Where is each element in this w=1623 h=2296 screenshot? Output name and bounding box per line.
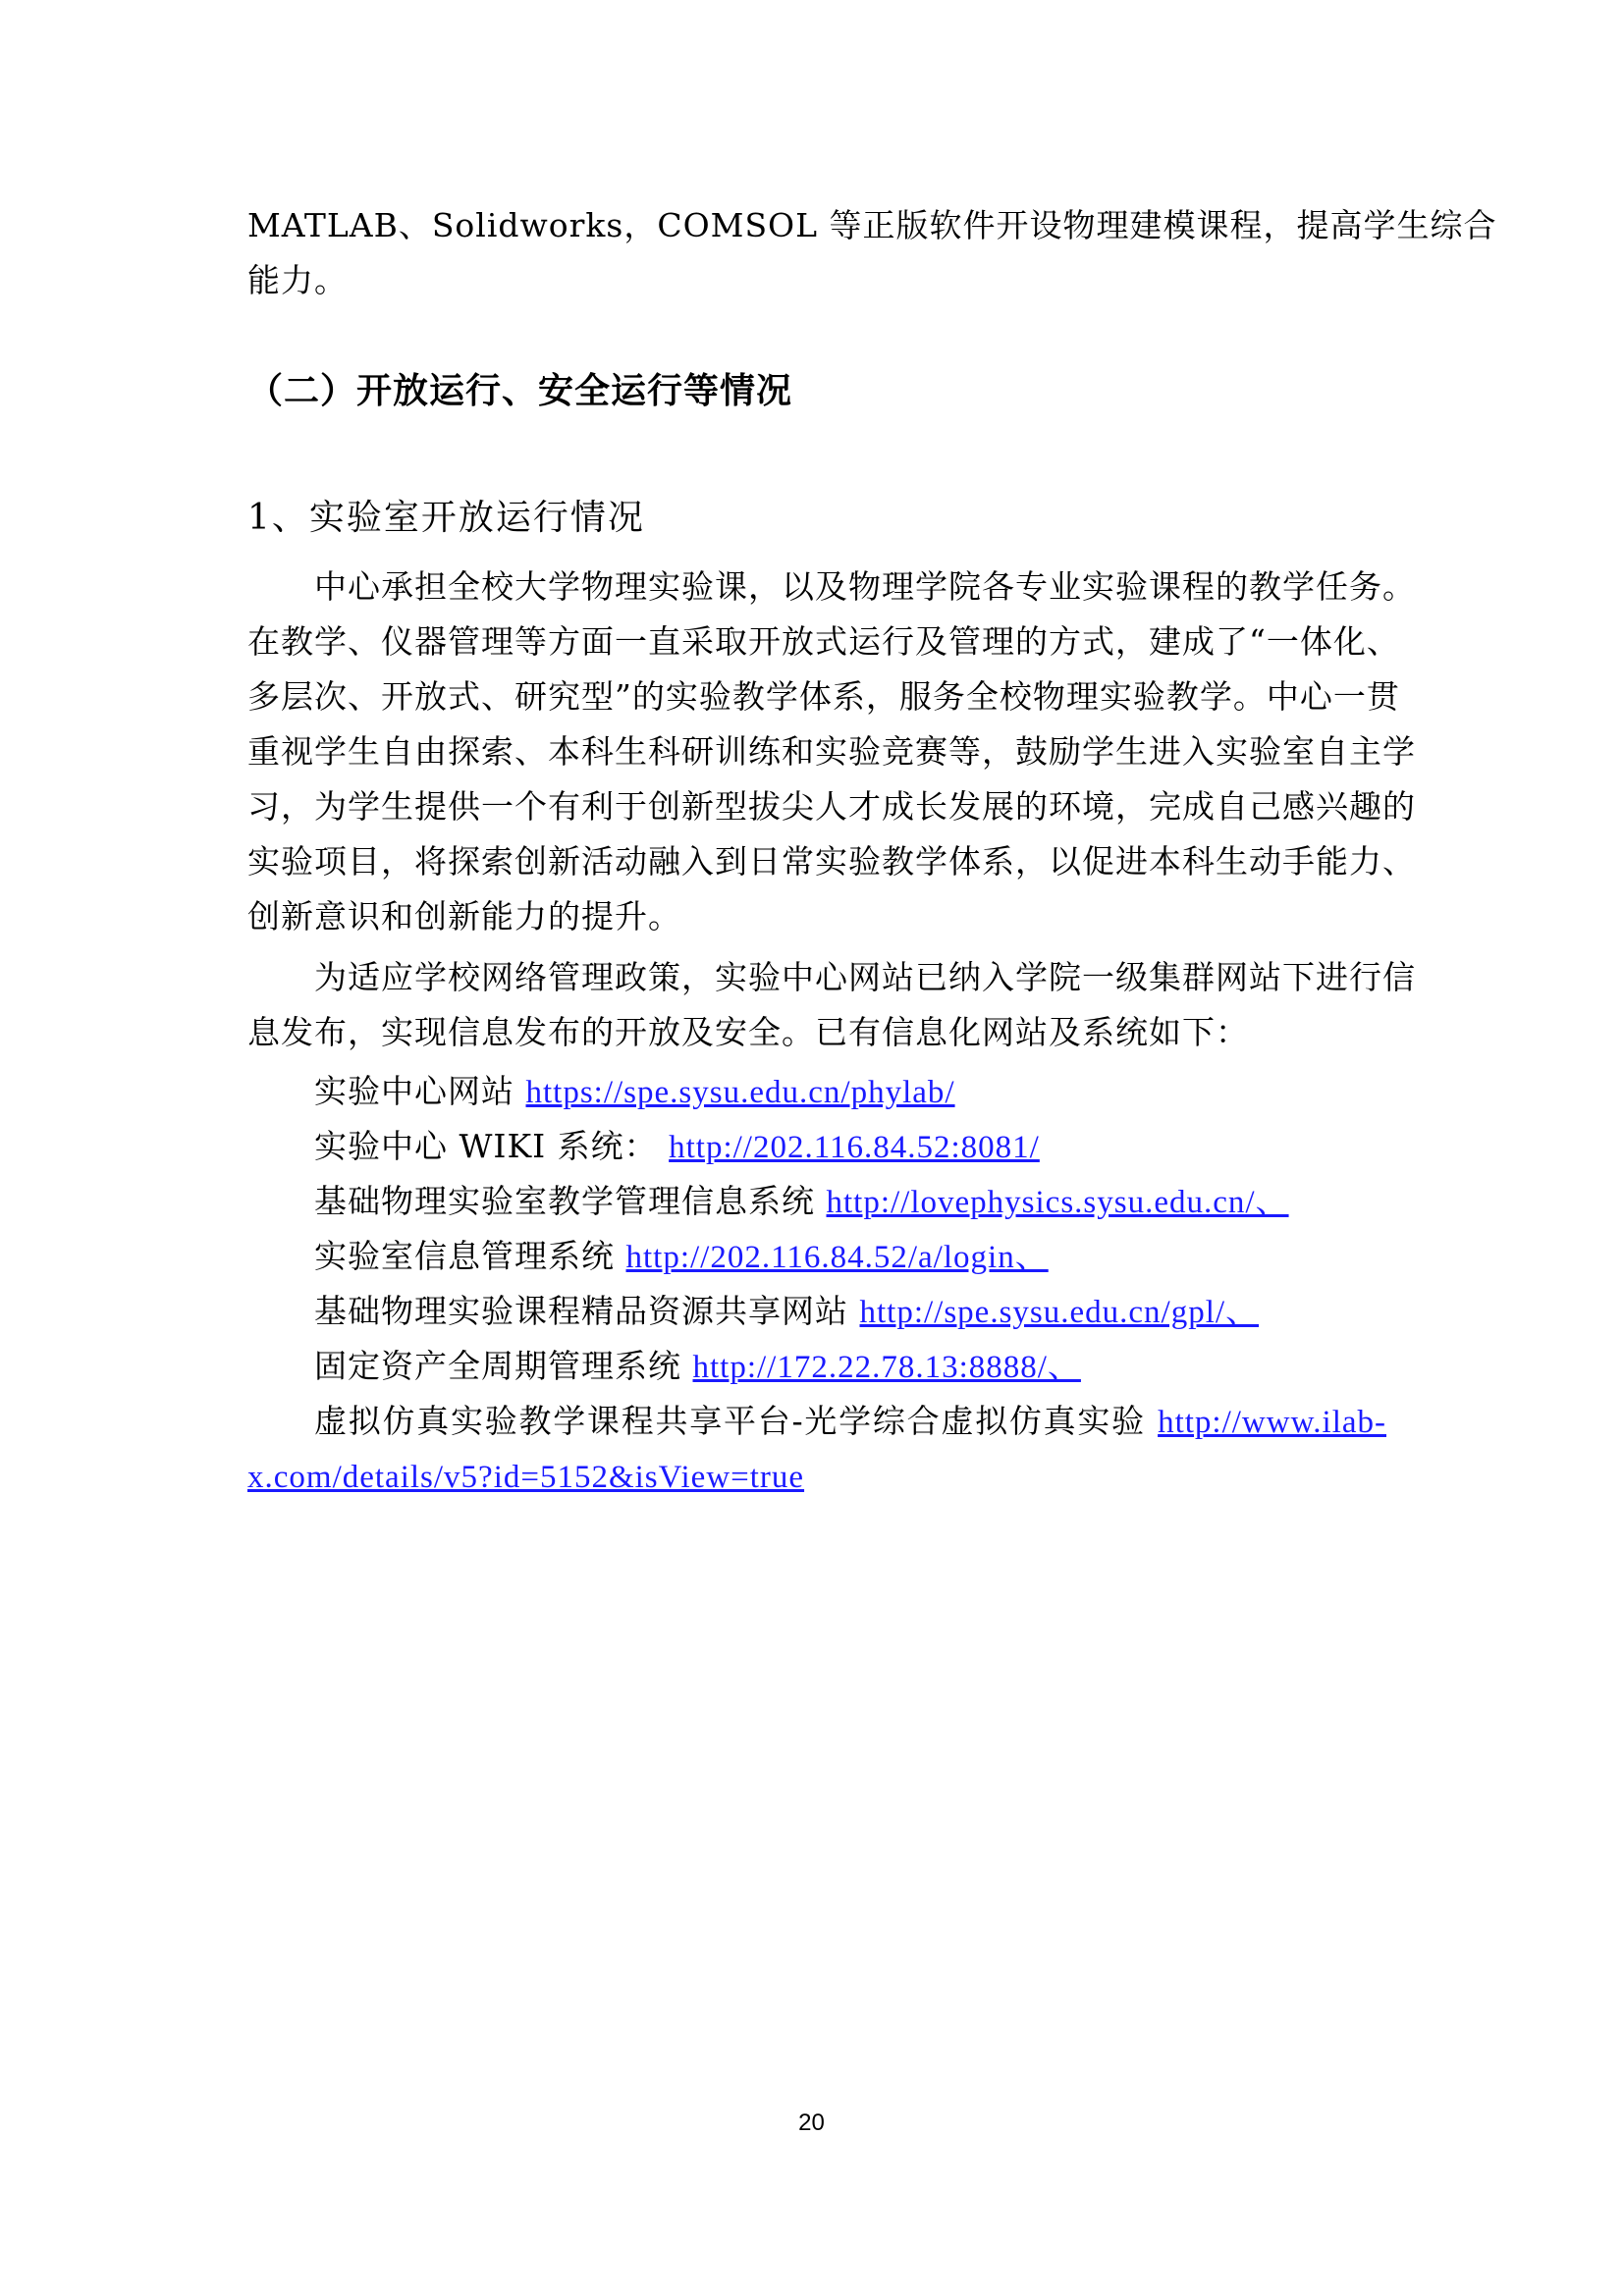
page-number: 20 [798, 2109, 825, 2136]
site-link[interactable]: https://spe.sysu.edu.cn/phylab/ [525, 1075, 955, 1110]
site-label: 实验室信息管理系统 [314, 1237, 626, 1275]
site-label: 虚拟仿真实验教学课程共享平台-光学综合虚拟仿真实验 [314, 1402, 1159, 1440]
paragraph-line: MATLAB、Solidworks，COMSOL 等正版软件开设物理建模课程，提高学生综合 [247, 206, 1497, 244]
site-link[interactable]: http://202.116.84.52:8081/ [669, 1130, 1040, 1165]
site-label: 基础物理实验室教学管理信息系统 [314, 1182, 827, 1220]
site-link[interactable]: http://spe.sysu.edu.cn/gpl/、 [859, 1295, 1260, 1330]
paragraph-line: 能力。 [247, 261, 348, 299]
site-item [314, 1229, 1386, 1285]
paragraph-line: 息发布，实现信息发布的开放及安全。已有信息化网站及系统如下： [247, 1013, 1249, 1051]
paragraph-line: 创新意识和创新能力的提升。 [247, 897, 681, 935]
subsection-heading: 1、实验室开放运行情况 [247, 498, 645, 538]
paragraph-line: 为适应学校网络管理政策，实验中心网站已纳入学院一级集群网站下进行信 [314, 958, 1416, 996]
site-label: 固定资产全周期管理系统 [314, 1347, 693, 1385]
paragraph-line: 习，为学生提供一个有利于创新型拔尖人才成长发展的环境，完成自己感兴趣的 [247, 787, 1416, 826]
site-label: 实验中心网站 [314, 1072, 526, 1110]
site-link[interactable]: http://www.ilab- [1158, 1405, 1386, 1440]
site-item [314, 1339, 1386, 1395]
site-label: 实验中心 WIKI 系统： [314, 1127, 670, 1165]
site-item [314, 1284, 1386, 1340]
site-item [314, 1394, 1386, 1450]
site-label: 基础物理实验课程精品资源共享网站 [314, 1292, 860, 1330]
section-heading: （二）开放运行、安全运行等情况 [247, 370, 793, 411]
site-item [314, 1064, 1386, 1120]
paragraph-line: 中心承担全校大学物理实验课，以及物理学院各专业实验课程的教学任务。 [314, 567, 1416, 606]
site-link-continuation[interactable]: x.com/details/v5?id=5152&isView=true [247, 1460, 805, 1495]
site-item [314, 1119, 1386, 1175]
paragraph-line: 重视学生自由探索、本科生科研训练和实验竞赛等，鼓励学生进入实验室自主学 [247, 732, 1416, 771]
site-item [314, 1174, 1386, 1230]
paragraph-line: 多层次、开放式、研究型”的实验教学体系，服务全校物理实验教学。中心一贯 [247, 677, 1400, 716]
site-link[interactable]: http://lovephysics.sysu.edu.cn/、 [826, 1185, 1289, 1220]
paragraph-line: 在教学、仪器管理等方面一直采取开放式运行及管理的方式，建成了“一体化、 [247, 622, 1400, 661]
paragraph-line: 实验项目，将探索创新活动融入到日常实验教学体系，以促进本科生动手能力、 [247, 842, 1416, 881]
site-item-continuation [247, 1449, 1386, 1505]
site-link[interactable]: http://172.22.78.13:8888/、 [692, 1350, 1081, 1385]
site-link[interactable]: http://202.116.84.52/a/login、 [625, 1240, 1049, 1275]
